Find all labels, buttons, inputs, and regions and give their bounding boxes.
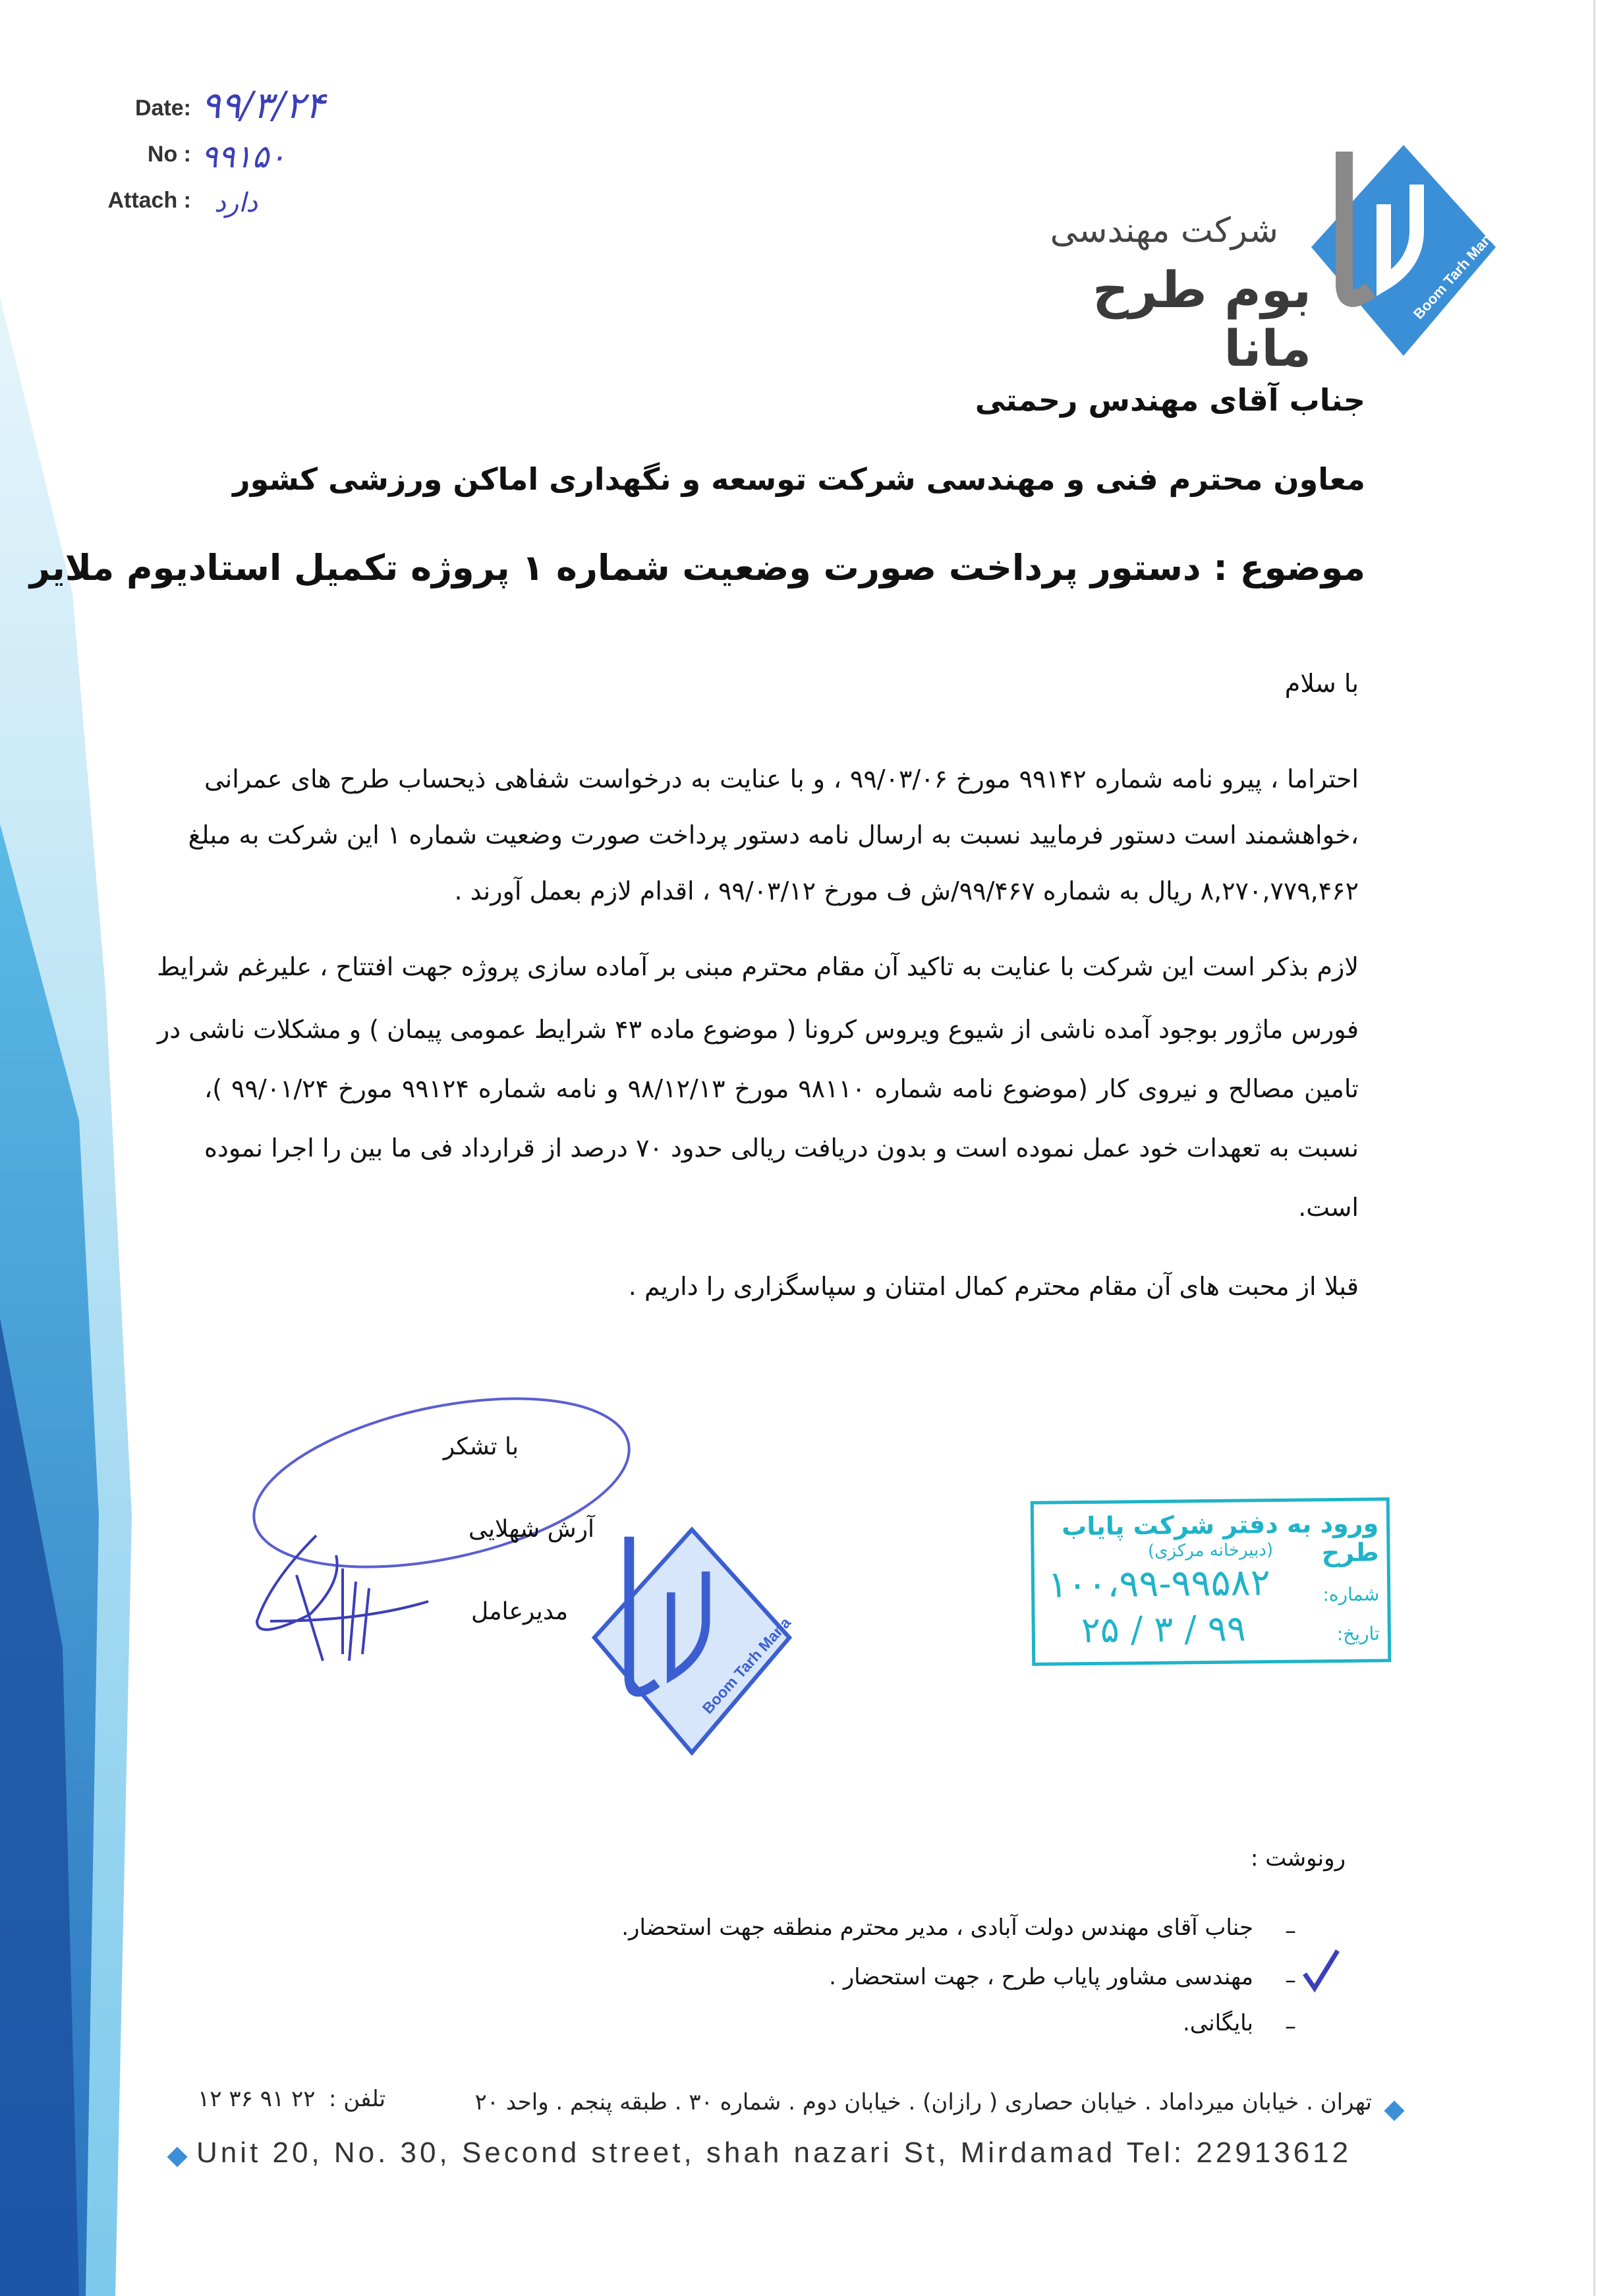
paragraph2-line: نسبت به تعهدات خود عمل نموده است و بدون دریافت ریالی حدود ۷۰ درصد از قرارداد فی ما بین را اجرا نموده (204, 1134, 1359, 1162)
footer-address-en: Unit 20, No. 30, Second street, shah nazari St, Mirdamad Tel: 22913612 (196, 2137, 1352, 2169)
attach-value: دارد (214, 188, 258, 218)
attach-label: Attach : (107, 188, 191, 213)
footer-phone-fa-label: تلفن : (329, 2086, 386, 2112)
footer-address-fa: تهران . خیابان میرداماد . خیابان حصاری ( رازان) . خیابان دوم . شماره ۳۰ . طبقه پنجم . واحد ۲۰ (474, 2089, 1372, 2115)
date-label: Date: (134, 96, 191, 121)
number-value: ۹۹۱۵۰ (201, 138, 286, 175)
greeting: با سلام (1284, 669, 1359, 698)
signatory-title: مدیرعامل (470, 1598, 568, 1625)
subject-line: موضوع : دستور پرداخت صورت وضعیت شماره ۱ پروژه تکمیل استادیوم ملایر (29, 547, 1365, 588)
footer-bullet-icon (1384, 2100, 1404, 2121)
company-logo (1305, 132, 1502, 362)
checkmark-icon (1301, 1947, 1341, 1994)
company-seal (573, 1516, 810, 1760)
signature-thanks: با تشکر (443, 1433, 519, 1460)
paragraph2-line: فورس ماژور بوجود آمده ناشی از شیوع ویروس کرونا ( موضوع ماده ۴۳ شرایط عمومی پیمان ) و مشکلات ناشی در (157, 1015, 1359, 1044)
paragraph1-line: ۸,۲۷۰,۷۷۹,۴۶۲ ریال به شماره ۹۹/۴۶۷/ش ف مورخ ۹۹/۰۳/۱۲ ، اقدام لازم بعمل آورند . (454, 876, 1359, 905)
number-label: No : (147, 142, 191, 167)
cc-label: رونوشت : (1250, 1845, 1346, 1872)
recipient-title: معاون محترم فنی و مهندسی شرکت توسعه و نگهداری اماکن ورزشی کشور (233, 461, 1365, 497)
stamp-title: ورود به دفتر شرکت پایاب طرح (1061, 1508, 1379, 1568)
company-name-line1: شرکت مهندسی (1050, 211, 1278, 250)
paragraph2-line: تامین مصالح و نیروی کار (موضوع نامه شماره ۹۸۱۱۰ مورخ ۹۸/۱۲/۱۳ و نامه شماره ۹۹۱۲۴ مورخ ۹۹/۰۱/۲۴ )، (204, 1074, 1359, 1103)
received-stamp (1031, 1497, 1392, 1666)
company-name-line2: بوم طرح مانا (1093, 260, 1311, 378)
closing-line: قبلا از محبت های آن مقام محترم کمال امتنان و سپاسگزاری را داریم . (628, 1272, 1359, 1301)
date-value: ۹۹/۳/۲۴ (201, 84, 326, 127)
cc-item: مهندسی مشاور پایاب طرح ، جهت استحضار . (829, 1964, 1253, 1990)
cc-item: جناب آقای مهندس دولت آبادی ، مدیر محترم منطقه جهت استحضار. (621, 1914, 1253, 1941)
stamp-date-label: تاریخ: (1336, 1622, 1380, 1646)
paragraph2-line: لازم بذکر است این شرکت با عنایت به تاکید آن مقام محترم مبنی بر آماده سازی پروژه جهت افتتاح ، علیرغم شرایط (157, 952, 1359, 981)
paragraph1-line: احتراما ، پیرو نامه شماره ۹۹۱۴۲ مورخ ۹۹/۰۳/۰۶ ، و با عنایت به درخواست شفاهی ذیحساب طرح های عمرانی (204, 764, 1359, 793)
cc-dash: – (1285, 2013, 1296, 2040)
cc-dash: – (1285, 1918, 1296, 1944)
page-edge-line (1593, 0, 1595, 2296)
recipient-name: جناب آقای مهندس رحمتی (975, 382, 1365, 418)
stamp-number-label: شماره: (1322, 1583, 1380, 1606)
paragraph1-line: ،خواهشمند است دستور فرمایید نسبت به ارسال نامه دستور پرداخت صورت وضعیت شماره ۱ این شرکت به مبلغ (188, 820, 1359, 849)
decorative-side-strip (0, 0, 211, 2296)
paragraph2-line: است. (1298, 1193, 1359, 1222)
footer-phone-fa: ۲۲ ۹۱ ۳۶ ۱۲ (198, 2086, 316, 2112)
signatory-name: آرش شهلایی (468, 1516, 594, 1543)
svg-text:Boom Tarh Mana: Boom Tarh Mana (698, 1614, 794, 1717)
logo-lettering: Boom Tarh Mana (1409, 224, 1500, 323)
stamp-subtitle: (دبیرخانه مرکزی) (1147, 1540, 1274, 1561)
stamp-date-value: ۹۹ / ۳ / ۲۵ (1081, 1607, 1247, 1651)
cc-dash: – (1285, 1967, 1296, 1994)
cc-item: بایگانی. (1182, 2010, 1253, 2036)
stamp-number-value: ۱۰۰،۹۹-۹۹۵۸۲ (1047, 1561, 1271, 1607)
